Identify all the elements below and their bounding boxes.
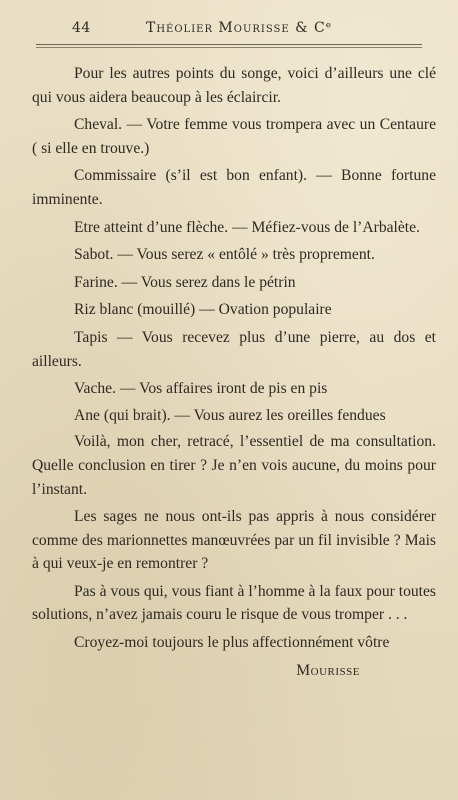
dream-entry-riz: Riz blanc (mouillé) — Ovation populaire: [74, 301, 332, 319]
dream-entry-commissaire: Commissaire (s’il est bon enfant). — Bonne fortune imminente.: [32, 167, 436, 208]
dream-entry-farine: Farine. — Vous serez dans le pétrin: [74, 273, 296, 291]
signature: Mourisse: [296, 661, 360, 679]
dream-entry-fleche: Etre atteint d’une flèche. — Méfiez-vous de l’Arbalète.: [74, 218, 420, 236]
dream-entry-cheval: Cheval. — Votre femme vous trompera avec un Centaure ( si elle en trouve.): [32, 116, 436, 157]
dream-entry-ane: Ane (qui brait). — Vous aurez les oreilles fendues: [74, 406, 386, 424]
paragraph-conclusion: Voilà, mon cher, retracé, l’essentiel de ma consultation. Quelle conclusion en tirer ? Je n’en vois aucune, du moins pour l’instant.: [32, 433, 436, 498]
paragraph-pas-a-vous: Pas à vous qui, vous fiant à l’homme à la faux pour toutes solutions, n’avez jamais couru le risque de vous tromper . . .: [32, 582, 436, 624]
dream-entry-sabot: Sabot. — Vous serez « entôlé » très proprement.: [74, 246, 375, 264]
paragraph-sages: Les sages ne nous ont-ils pas appris à nous considérer comme des marionnettes manœuvrées par un fil invisible ? Mais à qui veux-je en remontrer ?: [32, 508, 436, 573]
body-text: [32, 62, 436, 686]
running-head: [36, 20, 422, 44]
dream-entry-vache: Vache. — Vos affaires iront de pis en pis: [74, 380, 328, 398]
header-rule-double: [36, 47, 422, 48]
closing-line: Croyez-moi toujours le plus affectionnément vôtre: [74, 634, 390, 652]
header-rule: [36, 44, 422, 45]
dream-entry-tapis: Tapis — Vous recevez plus d’une pierre, au dos et ailleurs.: [32, 328, 436, 370]
page-number: 44: [72, 20, 91, 36]
header-title: Théolier Mourisse & Cᵉ: [146, 20, 333, 36]
paragraph-intro: Pour les autres points du songe, voici d’ailleurs une clé qui vous aidera beaucoup à les éclaircir.: [32, 65, 436, 106]
